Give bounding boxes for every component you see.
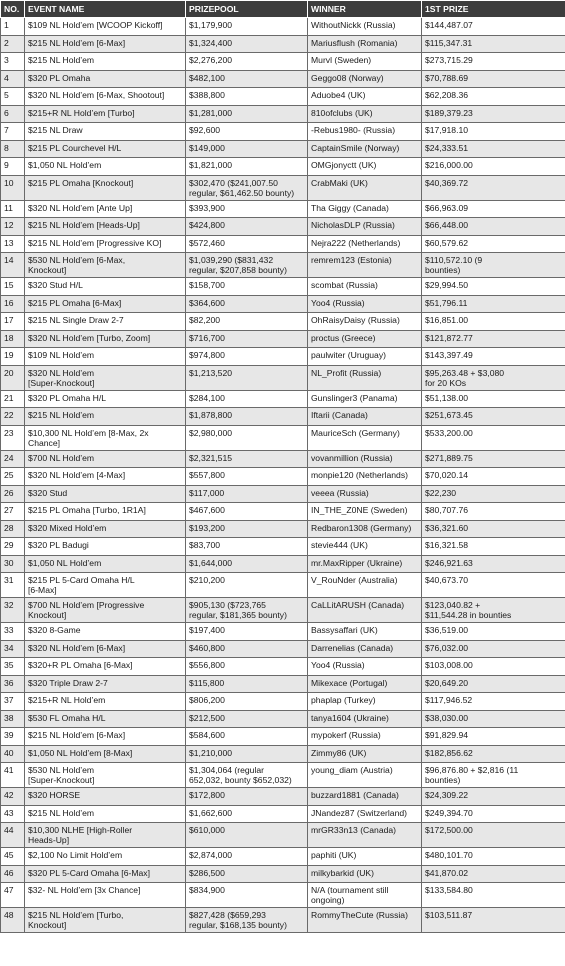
cell-prizepool: $83,700 [186, 538, 308, 556]
cell-number: 40 [1, 745, 25, 763]
cell-event-name: $215 NL Hold’em [25, 53, 186, 71]
header-prizepool: PRIZEPOOL [186, 1, 308, 18]
table-row [1, 823, 565, 848]
table-row [1, 425, 565, 450]
cell-first-prize: $29,994.50 [422, 278, 565, 296]
cell-prizepool: $1,324,400 [186, 35, 308, 53]
cell-first-prize: $70,020.14 [422, 468, 565, 486]
cell-event-name: $215 NL Hold’em [25, 408, 186, 426]
cell-first-prize: $121,872.77 [422, 330, 565, 348]
cell-first-prize: $123,040.82 + $11,544.28 in bounties [422, 598, 565, 623]
cell-prizepool: $149,000 [186, 140, 308, 158]
cell-number: 28 [1, 520, 25, 538]
cell-first-prize: $24,309.22 [422, 788, 565, 806]
cell-prizepool: $197,400 [186, 623, 308, 641]
cell-prizepool: $212,500 [186, 710, 308, 728]
cell-winner: WithoutNickk (Russia) [308, 18, 422, 36]
cell-prizepool: $1,281,000 [186, 105, 308, 123]
cell-number: 30 [1, 555, 25, 573]
cell-winner: OhRaisyDaisy (Russia) [308, 313, 422, 331]
cell-event-name: $215+R NL Hold’em [Turbo] [25, 105, 186, 123]
table-row [1, 408, 565, 426]
cell-first-prize: $16,321.58 [422, 538, 565, 556]
cell-winner: paulwiter (Uruguay) [308, 348, 422, 366]
table-row [1, 88, 565, 106]
table-row [1, 763, 565, 788]
cell-first-prize: $76,032.00 [422, 640, 565, 658]
cell-first-prize: $51,138.00 [422, 390, 565, 408]
cell-event-name: $215 NL Hold’em [25, 805, 186, 823]
table-row [1, 365, 565, 390]
table-row [1, 235, 565, 253]
cell-winner: RommyTheCute (Russia) [308, 908, 422, 933]
cell-first-prize: $36,519.00 [422, 623, 565, 641]
cell-first-prize: $189,379.23 [422, 105, 565, 123]
cell-prizepool: $572,460 [186, 235, 308, 253]
cell-first-prize: $96,876.80 + $2,816 (11 bounties) [422, 763, 565, 788]
table-row [1, 598, 565, 623]
cell-first-prize: $24,333.51 [422, 140, 565, 158]
cell-winner: JNandez87 (Switzerland) [308, 805, 422, 823]
cell-first-prize: $246,921.63 [422, 555, 565, 573]
cell-event-name: $320 Stud H/L [25, 278, 186, 296]
cell-prizepool: $2,321,515 [186, 450, 308, 468]
table-row [1, 175, 565, 200]
cell-prizepool: $974,800 [186, 348, 308, 366]
cell-event-name: $320 Triple Draw 2-7 [25, 675, 186, 693]
cell-prizepool: $284,100 [186, 390, 308, 408]
cell-event-name: $320 HORSE [25, 788, 186, 806]
cell-number: 22 [1, 408, 25, 426]
table-row [1, 253, 565, 278]
cell-event-name: $215 NL Hold’em [6-Max] [25, 35, 186, 53]
cell-first-prize: $172,500.00 [422, 823, 565, 848]
cell-prizepool: $556,800 [186, 658, 308, 676]
cell-prizepool: $1,821,000 [186, 158, 308, 176]
cell-number: 2 [1, 35, 25, 53]
table-row [1, 295, 565, 313]
cell-winner: Aduobe4 (UK) [308, 88, 422, 106]
table-row [1, 70, 565, 88]
cell-number: 33 [1, 623, 25, 641]
cell-event-name: $320 PL Omaha [25, 70, 186, 88]
cell-winner: OMGjonyctt (UK) [308, 158, 422, 176]
cell-winner: Geggo08 (Norway) [308, 70, 422, 88]
cell-prizepool: $905,130 ($723,765 regular, $181,365 bounty) [186, 598, 308, 623]
cell-winner: scombat (Russia) [308, 278, 422, 296]
cell-event-name: $215 NL Single Draw 2-7 [25, 313, 186, 331]
cell-event-name: $320 8-Game [25, 623, 186, 641]
cell-number: 17 [1, 313, 25, 331]
cell-prizepool: $158,700 [186, 278, 308, 296]
table-row [1, 805, 565, 823]
cell-event-name: $215 NL Hold’em [Heads-Up] [25, 218, 186, 236]
table-row [1, 158, 565, 176]
cell-event-name: $1,050 NL Hold’em [25, 158, 186, 176]
cell-winner: 810ofclubs (UK) [308, 105, 422, 123]
cell-event-name: $10,300 NLHE [High-Roller Heads-Up] [25, 823, 186, 848]
cell-prizepool: $424,800 [186, 218, 308, 236]
table-row [1, 555, 565, 573]
cell-number: 14 [1, 253, 25, 278]
cell-winner: Mariusflush (Romania) [308, 35, 422, 53]
cell-first-prize: $273,715.29 [422, 53, 565, 71]
cell-number: 24 [1, 450, 25, 468]
cell-event-name: $320 Stud [25, 485, 186, 503]
table-header [1, 1, 565, 18]
table-row [1, 53, 565, 71]
cell-event-name: $32- NL Hold’em [3x Chance] [25, 883, 186, 908]
cell-prizepool: $806,200 [186, 693, 308, 711]
cell-prizepool: $1,878,800 [186, 408, 308, 426]
cell-first-prize: $70,788.69 [422, 70, 565, 88]
cell-number: 7 [1, 123, 25, 141]
cell-first-prize: $144,487.07 [422, 18, 565, 36]
cell-winner: Darrenelias (Canada) [308, 640, 422, 658]
cell-prizepool: $834,900 [186, 883, 308, 908]
cell-number: 27 [1, 503, 25, 521]
table-row [1, 908, 565, 933]
cell-event-name: $215 PL 5-Card Omaha H/L [6-Max] [25, 573, 186, 598]
cell-first-prize: $103,511.87 [422, 908, 565, 933]
cell-first-prize: $66,963.09 [422, 200, 565, 218]
cell-prizepool: $393,900 [186, 200, 308, 218]
cell-prizepool: $210,200 [186, 573, 308, 598]
cell-number: 35 [1, 658, 25, 676]
cell-prizepool: $1,039,290 ($831,432 regular, $207,858 bounty) [186, 253, 308, 278]
table-row [1, 503, 565, 521]
cell-prizepool: $117,000 [186, 485, 308, 503]
cell-prizepool: $1,179,900 [186, 18, 308, 36]
cell-prizepool: $482,100 [186, 70, 308, 88]
cell-event-name: $320 PL Omaha H/L [25, 390, 186, 408]
cell-event-name: $320 NL Hold’em [4-Max] [25, 468, 186, 486]
table-row [1, 313, 565, 331]
cell-prizepool: $460,800 [186, 640, 308, 658]
cell-number: 21 [1, 390, 25, 408]
cell-winner: vovanmillion (Russia) [308, 450, 422, 468]
cell-event-name: $320 NL Hold’em [6-Max, Shootout] [25, 88, 186, 106]
table-row [1, 278, 565, 296]
cell-number: 48 [1, 908, 25, 933]
cell-event-name: $320 Mixed Hold’em [25, 520, 186, 538]
cell-number: 12 [1, 218, 25, 236]
table-row [1, 123, 565, 141]
cell-winner: CaLLitARUSH (Canada) [308, 598, 422, 623]
cell-winner: Gunslinger3 (Panama) [308, 390, 422, 408]
cell-event-name: $700 NL Hold’em [Progressive Knockout] [25, 598, 186, 623]
cell-number: 5 [1, 88, 25, 106]
cell-number: 15 [1, 278, 25, 296]
cell-first-prize: $16,851.00 [422, 313, 565, 331]
cell-prizepool: $115,800 [186, 675, 308, 693]
cell-winner: Redbaron1308 (Germany) [308, 520, 422, 538]
cell-prizepool: $2,276,200 [186, 53, 308, 71]
table-row [1, 573, 565, 598]
table-row [1, 520, 565, 538]
cell-prizepool: $1,644,000 [186, 555, 308, 573]
cell-first-prize: $51,796.11 [422, 295, 565, 313]
cell-event-name: $215 NL Draw [25, 123, 186, 141]
cell-prizepool: $827,428 ($659,293 regular, $168,135 bounty) [186, 908, 308, 933]
cell-prizepool: $584,600 [186, 728, 308, 746]
cell-prizepool: $1,662,600 [186, 805, 308, 823]
cell-number: 42 [1, 788, 25, 806]
cell-winner: -Rebus1980- (Russia) [308, 123, 422, 141]
table-row [1, 710, 565, 728]
cell-winner: MauriceSch (Germany) [308, 425, 422, 450]
table-row [1, 200, 565, 218]
cell-event-name: $215 NL Hold’em [6-Max] [25, 728, 186, 746]
cell-event-name: $1,050 NL Hold’em [8-Max] [25, 745, 186, 763]
cell-first-prize: $251,673.45 [422, 408, 565, 426]
cell-number: 3 [1, 53, 25, 71]
cell-winner: stevie444 (UK) [308, 538, 422, 556]
cell-winner: IN_THE_Z0NE (Sweden) [308, 503, 422, 521]
cell-event-name: $320 PL Badugi [25, 538, 186, 556]
cell-event-name: $530 FL Omaha H/L [25, 710, 186, 728]
cell-number: 11 [1, 200, 25, 218]
cell-number: 26 [1, 485, 25, 503]
cell-first-prize: $17,918.10 [422, 123, 565, 141]
cell-prizepool: $2,874,000 [186, 848, 308, 866]
cell-number: 1 [1, 18, 25, 36]
table-row [1, 18, 565, 36]
cell-first-prize: $40,369.72 [422, 175, 565, 200]
cell-event-name: $530 NL Hold’em [Super-Knockout] [25, 763, 186, 788]
cell-event-name: $215 PL Omaha [6-Max] [25, 295, 186, 313]
cell-number: 25 [1, 468, 25, 486]
cell-prizepool: $2,980,000 [186, 425, 308, 450]
table-row [1, 140, 565, 158]
cell-event-name: $215 NL Hold’em [Turbo, Knockout] [25, 908, 186, 933]
header-winner: WINNER [308, 1, 422, 18]
cell-winner: Yoo4 (Russia) [308, 295, 422, 313]
cell-prizepool: $610,000 [186, 823, 308, 848]
cell-number: 31 [1, 573, 25, 598]
cell-winner: Nejra222 (Netherlands) [308, 235, 422, 253]
cell-event-name: $215+R NL Hold’em [25, 693, 186, 711]
cell-winner: NL_Profit (Russia) [308, 365, 422, 390]
cell-winner: V_RouNder (Australia) [308, 573, 422, 598]
cell-winner: CaptainSmile (Norway) [308, 140, 422, 158]
cell-first-prize: $91,829.94 [422, 728, 565, 746]
cell-event-name: $700 NL Hold’em [25, 450, 186, 468]
cell-prizepool: $1,213,520 [186, 365, 308, 390]
cell-number: 34 [1, 640, 25, 658]
cell-winner: Zimmy86 (UK) [308, 745, 422, 763]
cell-first-prize: $103,008.00 [422, 658, 565, 676]
cell-first-prize: $480,101.70 [422, 848, 565, 866]
table-row [1, 788, 565, 806]
table-row [1, 865, 565, 883]
cell-number: 19 [1, 348, 25, 366]
cell-number: 8 [1, 140, 25, 158]
header-first-prize: 1ST PRIZE [422, 1, 565, 18]
cell-winner: veeea (Russia) [308, 485, 422, 503]
cell-prizepool: $716,700 [186, 330, 308, 348]
table-row [1, 675, 565, 693]
cell-number: 41 [1, 763, 25, 788]
cell-event-name: $109 NL Hold’em [25, 348, 186, 366]
table-row [1, 330, 565, 348]
cell-first-prize: $533,200.00 [422, 425, 565, 450]
header-row [1, 1, 565, 18]
table-row [1, 105, 565, 123]
cell-prizepool: $1,304,064 (regular 652,032, bounty $652,032) [186, 763, 308, 788]
cell-number: 20 [1, 365, 25, 390]
cell-number: 4 [1, 70, 25, 88]
cell-number: 38 [1, 710, 25, 728]
table-row [1, 658, 565, 676]
cell-number: 32 [1, 598, 25, 623]
cell-number: 9 [1, 158, 25, 176]
cell-winner: mypokerf (Russia) [308, 728, 422, 746]
cell-winner: Tha Giggy (Canada) [308, 200, 422, 218]
cell-first-prize: $216,000.00 [422, 158, 565, 176]
cell-event-name: $530 NL Hold’em [6-Max, Knockout] [25, 253, 186, 278]
cell-winner: milkybarkid (UK) [308, 865, 422, 883]
table-row [1, 468, 565, 486]
cell-first-prize: $249,394.70 [422, 805, 565, 823]
cell-event-name: $215 PL Courchevel H/L [25, 140, 186, 158]
cell-first-prize: $36,321.60 [422, 520, 565, 538]
table-row [1, 450, 565, 468]
table-row [1, 390, 565, 408]
cell-prizepool: $172,800 [186, 788, 308, 806]
cell-event-name: $215 NL Hold’em [Progressive KO] [25, 235, 186, 253]
cell-winner: NicholasDLP (Russia) [308, 218, 422, 236]
cell-first-prize: $271,889.75 [422, 450, 565, 468]
table-row [1, 623, 565, 641]
cell-event-name: $109 NL Hold’em [WCOOP Kickoff] [25, 18, 186, 36]
cell-winner: Yoo4 (Russia) [308, 658, 422, 676]
cell-winner: proctus (Greece) [308, 330, 422, 348]
cell-event-name: $320+R PL Omaha [6-Max] [25, 658, 186, 676]
cell-event-name: $320 NL Hold’em [Turbo, Zoom] [25, 330, 186, 348]
cell-winner: Bassysaffari (UK) [308, 623, 422, 641]
cell-event-name: $215 PL Omaha [Turbo, 1R1A] [25, 503, 186, 521]
cell-event-name: $320 NL Hold’em [Super-Knockout] [25, 365, 186, 390]
cell-first-prize: $117,946.52 [422, 693, 565, 711]
cell-first-prize: $62,208.36 [422, 88, 565, 106]
cell-number: 10 [1, 175, 25, 200]
table-row [1, 883, 565, 908]
cell-number: 23 [1, 425, 25, 450]
table-body [1, 18, 565, 933]
cell-first-prize: $143,397.49 [422, 348, 565, 366]
cell-prizepool: $1,210,000 [186, 745, 308, 763]
cell-number: 44 [1, 823, 25, 848]
cell-event-name: $320 NL Hold’em [6-Max] [25, 640, 186, 658]
cell-winner: Mikexace (Portugal) [308, 675, 422, 693]
header-event-name: EVENT NAME [25, 1, 186, 18]
cell-first-prize: $95,263.48 + $3,080 for 20 KOs [422, 365, 565, 390]
cell-first-prize: $80,707.76 [422, 503, 565, 521]
cell-prizepool: $286,500 [186, 865, 308, 883]
table-row [1, 693, 565, 711]
cell-winner: Murvl (Sweden) [308, 53, 422, 71]
cell-first-prize: $41,870.02 [422, 865, 565, 883]
cell-winner: mr.MaxRipper (Ukraine) [308, 555, 422, 573]
table-row [1, 848, 565, 866]
table-row [1, 745, 565, 763]
cell-prizepool: $302,470 ($241,007.50 regular, $61,462.50 bounty) [186, 175, 308, 200]
table-row [1, 538, 565, 556]
cell-first-prize: $115,347.31 [422, 35, 565, 53]
cell-winner: phaplap (Turkey) [308, 693, 422, 711]
cell-prizepool: $557,800 [186, 468, 308, 486]
cell-event-name: $215 PL Omaha [Knockout] [25, 175, 186, 200]
cell-number: 36 [1, 675, 25, 693]
table-row [1, 640, 565, 658]
cell-number: 13 [1, 235, 25, 253]
cell-number: 39 [1, 728, 25, 746]
cell-number: 46 [1, 865, 25, 883]
table-row [1, 348, 565, 366]
cell-event-name: $320 NL Hold’em [Ante Up] [25, 200, 186, 218]
cell-winner: Iftarii (Canada) [308, 408, 422, 426]
cell-winner: mrGR33n13 (Canada) [308, 823, 422, 848]
cell-event-name: $2,100 No Limit Hold’em [25, 848, 186, 866]
cell-prizepool: $467,600 [186, 503, 308, 521]
cell-winner: monpie120 (Netherlands) [308, 468, 422, 486]
cell-first-prize: $22,230 [422, 485, 565, 503]
cell-first-prize: $182,856.62 [422, 745, 565, 763]
cell-first-prize: $110,572.10 (9 bounties) [422, 253, 565, 278]
cell-number: 29 [1, 538, 25, 556]
cell-number: 37 [1, 693, 25, 711]
cell-first-prize: $66,448.00 [422, 218, 565, 236]
cell-winner: tanya1604 (Ukraine) [308, 710, 422, 728]
cell-number: 18 [1, 330, 25, 348]
cell-winner: CrabMaki (UK) [308, 175, 422, 200]
cell-winner: paphiti (UK) [308, 848, 422, 866]
table-row [1, 728, 565, 746]
cell-event-name: $10,300 NL Hold’em [8-Max, 2x Chance] [25, 425, 186, 450]
cell-prizepool: $92,600 [186, 123, 308, 141]
header-no: NO. [1, 1, 25, 18]
cell-first-prize: $133,584.80 [422, 883, 565, 908]
cell-number: 43 [1, 805, 25, 823]
table-row [1, 35, 565, 53]
cell-event-name: $1,050 NL Hold’em [25, 555, 186, 573]
cell-first-prize: $20,649.20 [422, 675, 565, 693]
cell-prizepool: $193,200 [186, 520, 308, 538]
cell-prizepool: $388,800 [186, 88, 308, 106]
cell-number: 16 [1, 295, 25, 313]
table-row [1, 218, 565, 236]
cell-prizepool: $364,600 [186, 295, 308, 313]
table-row [1, 485, 565, 503]
cell-number: 47 [1, 883, 25, 908]
cell-first-prize: $38,030.00 [422, 710, 565, 728]
cell-first-prize: $40,673.70 [422, 573, 565, 598]
cell-winner: N/A (tournament still ongoing) [308, 883, 422, 908]
cell-first-prize: $60,579.62 [422, 235, 565, 253]
cell-winner: young_diam (Austria) [308, 763, 422, 788]
cell-winner: remrem123 (Estonia) [308, 253, 422, 278]
cell-event-name: $320 PL 5-Card Omaha [6-Max] [25, 865, 186, 883]
cell-prizepool: $82,200 [186, 313, 308, 331]
cell-winner: buzzard1881 (Canada) [308, 788, 422, 806]
cell-number: 45 [1, 848, 25, 866]
cell-number: 6 [1, 105, 25, 123]
